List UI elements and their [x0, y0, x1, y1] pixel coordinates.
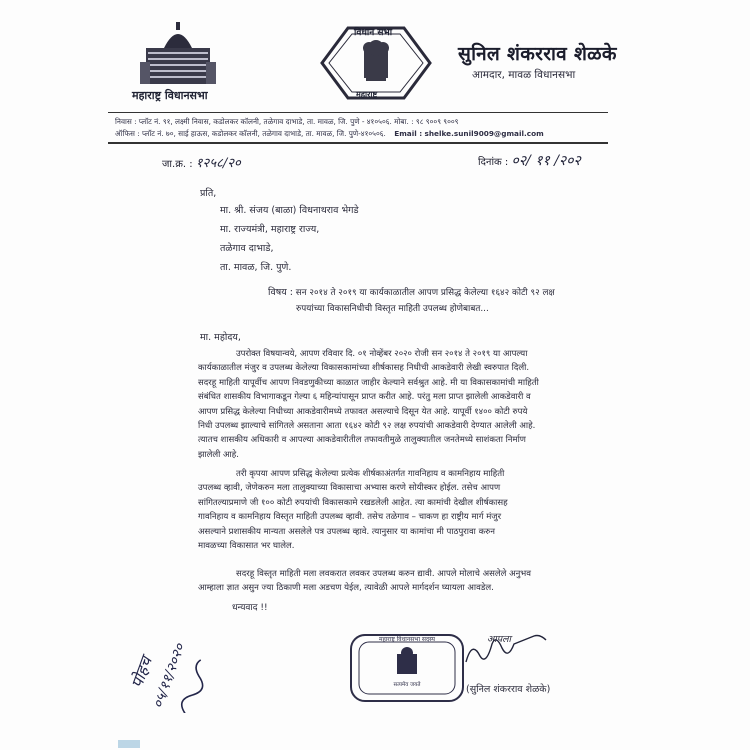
- recipient-line: मा. श्री. संजय (बाळा) विधनाथराव भेगडे: [220, 205, 359, 216]
- body-paragraph-1: [198, 347, 598, 462]
- header-rule-bottom: [108, 142, 608, 144]
- subject-line-2: रुपयांच्या विकासनिधीची विस्तृत माहिती उपलब्ध होणेबाबत...: [296, 304, 489, 314]
- para1-line: कार्यकाळातील मंजुर व उपलब्ध केलेल्या विकासकामांच्या शीर्षकासह निधीची आकडेवारी लेखी स्वरुपात दिली.: [198, 363, 530, 374]
- body-paragraph-2: [198, 467, 598, 553]
- para1-line: उपरोक्त विषयान्वये, आपण रविवार दि. ०१ नोव्हेंबर २०२० रोजी सन २०१४ ते २०१९ या आपल्या: [236, 349, 528, 359]
- recipient-line: मा. राज्यमंत्री, महाराष्ट्र राज्य,: [220, 224, 320, 235]
- emblem-top-text: विधान सभा: [354, 28, 393, 38]
- mla-designation: आमदार, मावळ विधानसभा: [472, 69, 576, 81]
- received-note-handwriting: [118, 598, 238, 713]
- signatory-name: (सुनिल शंकरराव शेळके): [466, 684, 551, 695]
- seal-ring-text: महाराष्ट्र विधानसभा सदस्य: [378, 636, 436, 643]
- para1-line: सदरहू माहिती यापूर्वीच आपण निवडणुकीच्या काळात जाहीर केल्याने सर्वश्रुत आहे. मी या विकासकामांची माहिती: [198, 377, 539, 388]
- para2-line: उपलब्ध व्हावी, जेणेकरुन मला तालुक्याच्या विकासाचा अभ्यास करणे सोयीस्कर होईल. तसेच आपण: [198, 483, 501, 494]
- handwritten-signature: [462, 628, 552, 668]
- received-date: ०५/११/२०२०: [150, 641, 189, 711]
- body-paragraph-3: [198, 567, 598, 596]
- office-address: ऑफिस : प्लॉट नं. ७०, साई हाऊस, कडोलकर कॉलनी, तळेगाव दाभाडे, ता. मावळ, जि. पुणे-४१०५०६.: [115, 129, 386, 138]
- emblem-bottom-text: महाराष्ट्र: [356, 90, 378, 99]
- reference-label: जा.क्र. :: [162, 159, 193, 170]
- subject-line-1: [268, 285, 555, 298]
- received-label: पोहच: [126, 654, 156, 691]
- para2-line: तरी कृपया आपण प्रसिद्ध केलेल्या प्रत्येक शीर्षकाअंतर्गत गावनिहाय व कामनिहाय माहिती: [236, 469, 505, 479]
- para2-line: सांगितल्याप्रमाणे जी १०० कोटी रुपयांची विकासकामे रखडलेली आहेत. त्या कामांची देखील शीर्षकासह: [198, 497, 508, 508]
- subject-label: विषय :: [268, 287, 293, 298]
- reference-number: [162, 153, 241, 171]
- greeting: मा. महोदय,: [200, 332, 241, 343]
- para1-line: आपण प्रसिद्ध केलेल्या निधीच्या आकडेवारीमध्ये तफावत असल्याचे दिसून येत आहे. यापूर्वी १४०० कोटी रुपये: [198, 406, 528, 417]
- subject-text-1: सन २०१४ ते २०१९ या कार्यकाळातील आपण प्रसिद्ध केलेल्या १६४२ कोटी ९२ लक्ष: [295, 288, 555, 298]
- para3-line: सदरहू विस्तृत माहिती मला लवकरात लवकर उपलब्ध करुन द्यावी. आपले मोलाचे असलेले अनुभव: [236, 569, 531, 579]
- residence-address: निवास : प्लॉट नं. ९१, लक्ष्मी निवास, कडोलकर कॉलनी, तळेगाव दाभाडे, ता. मावळ, जि. पुणे - ४१०५०६. मोबा. : ९८ ९००९ ९००९: [115, 117, 459, 126]
- para1-line: निधी उपलब्ध झाल्याचे सांगितले असताना आता १६४२ कोटी ९२ लक्ष रुपयांची आकडेवारी देण्यात आलेली आहे.: [198, 421, 536, 432]
- para2-line: मावळच्या विकासात भर घालेल.: [198, 541, 295, 552]
- para1-line: झालेली आहे.: [198, 449, 239, 460]
- vidhan-bhavan-logo: [138, 18, 218, 90]
- recipient-prati: प्रति,: [200, 188, 217, 199]
- mla-name: सुनिल शंकरराव शेळके: [458, 43, 617, 65]
- para1-line: संबंधित शासकीय विभागाकडून गेल्या ६ महिन्यांपासून प्राप्त करीत आहे. परंतु मला प्राप्त झालेली आकडेवारी व: [198, 392, 531, 403]
- footer-mark: [118, 740, 140, 748]
- recipient-line: ता. मावळ, जि. पुणे.: [220, 262, 292, 273]
- email-label: Email :: [394, 129, 423, 138]
- header-rule-top: [108, 112, 608, 113]
- para1-line: त्यातच शासकीय अधिकारी व आपल्या आकडेवारीतील तफावतीमुळे तालुक्यातील जनतेमध्ये साशंकता निर्माण: [198, 435, 526, 446]
- left-logo-caption: महाराष्ट्र विधानसभा: [132, 89, 208, 102]
- email-address: shelke.sunil9009@gmail.com: [424, 129, 544, 138]
- para3-line: आम्हाला ज्ञात असुन ज्या ठिकाणी मला अडचण येईल, त्यावेळी आपले मार्गदर्शन घ्यायला आवडेल.: [198, 583, 494, 594]
- thanks: धन्यवाद !!: [232, 603, 268, 613]
- office-address-line: [115, 129, 544, 139]
- recipient-line: तळेगाव दाभाडे,: [220, 243, 274, 254]
- seal-inner-text: सत्यमेव जयते: [393, 682, 421, 688]
- official-seal-stamp: [348, 632, 466, 704]
- date-label: दिनांक :: [478, 157, 509, 168]
- para2-line: असल्याने प्रशासकीय मान्यता असलेले पत्र उपलब्ध व्हावे. त्यानुसार या कामांचा मी पाठपुरावा करुन: [198, 526, 495, 537]
- closing-aapla: आपला: [487, 634, 512, 645]
- para2-line: गावनिहाय व कामनिहाय विस्तृत माहिती उपलब्ध व्हावी. तसेच तळेगाव – चाकण हा राष्ट्रीय मार्ग मंजुर: [198, 512, 502, 523]
- reference-value: १२५८/२०: [195, 156, 241, 171]
- letter-date: [478, 151, 581, 170]
- date-value: ०२/ ११ /२०२: [511, 153, 581, 169]
